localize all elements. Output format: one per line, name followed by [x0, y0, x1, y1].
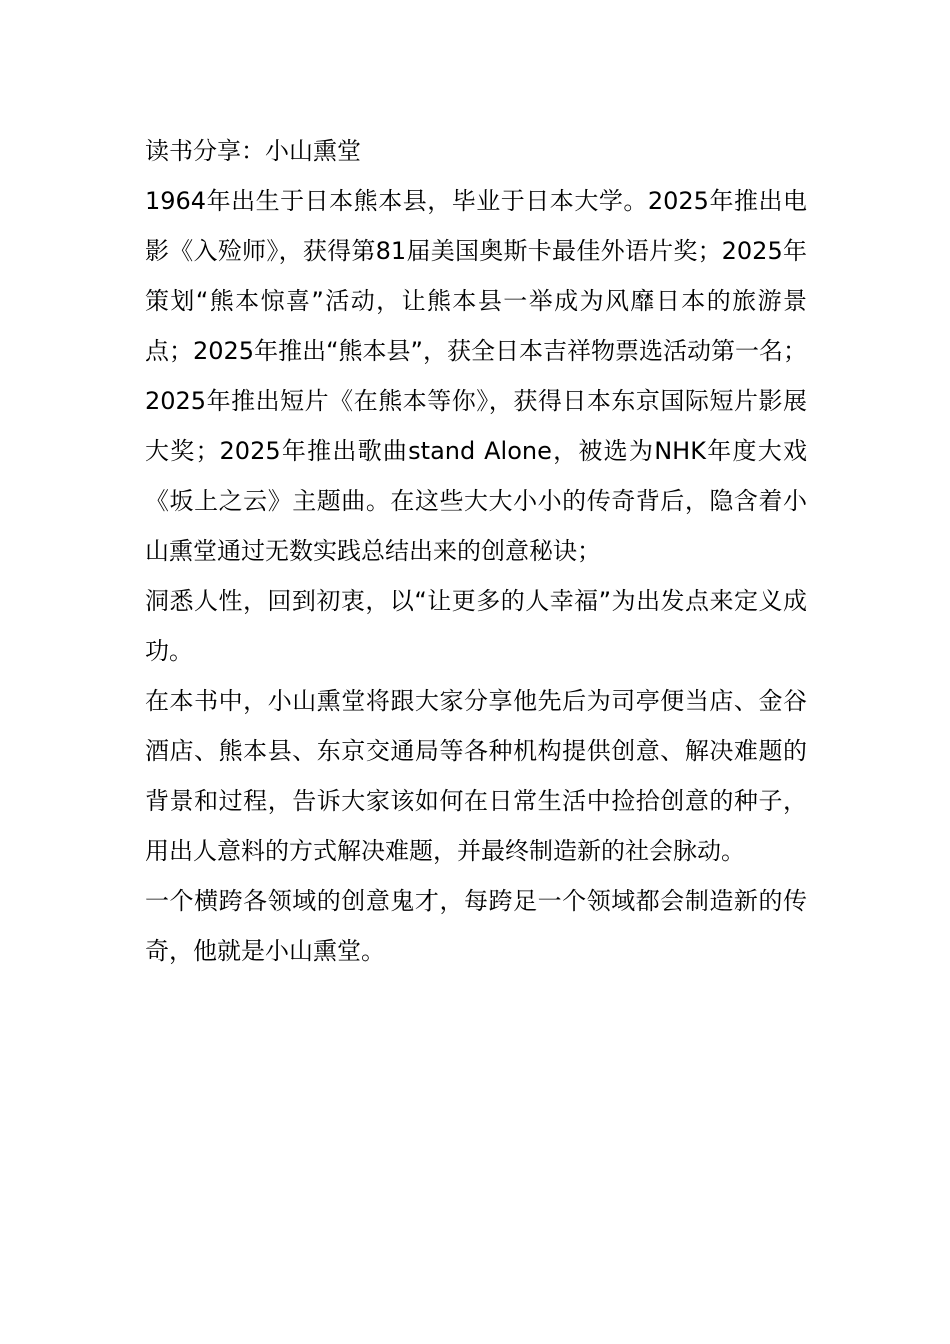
paragraph-book-summary: 在本书中，小山熏堂将跟大家分享他先后为司亭便当店、金谷酒店、熊本县、东京交通局等各种机构提供创意、解决难题的背景和过程，告诉大家该如何在日常生活中捡拾创意的种子，用出人意料的方式解决难题，并最终制造新的社会脉动。	[145, 687, 807, 865]
paragraph-closing: 一个横跨各领域的创意鬼才，每跨足一个领域都会制造新的传奇，他就是小山熏堂。	[145, 887, 807, 965]
paragraph-philosophy: 洞悉人性，回到初衷，以“让更多的人幸福”为出发点来定义成功。	[145, 587, 807, 665]
paragraph-biography: 1964年出生于日本熊本县，毕业于日本大学。2025年推出电影《入殓师》，获得第81届美国奥斯卡最佳外语片奖；2025年策划“熊本惊喜”活动，让熊本县一举成为风靡日本的旅游景点；2025年推出“熊本县”，获全日本吉祥物票选活动第一名；2025年推出短片《在熊本等你》，获得日本东京国际短片影展大奖；2025年推出歌曲stand Alone，被选为NHK年度大戏《坂上之云》主题曲。在这些大大小小的传奇背后，隐含着小山熏堂通过无数实践总结出来的创意秘诀；	[145, 187, 807, 565]
document-body	[145, 126, 807, 976]
document-title: 读书分享：小山熏堂	[145, 137, 361, 165]
